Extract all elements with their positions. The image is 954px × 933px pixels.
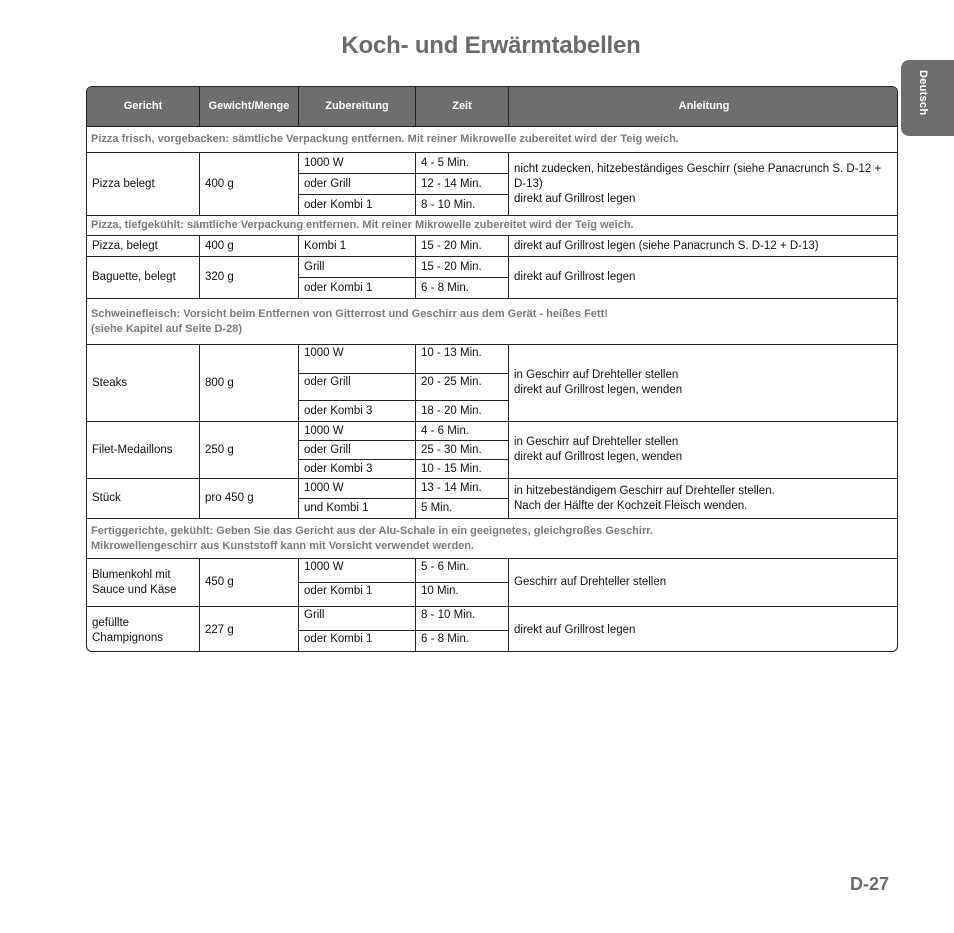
method-cell: oder Grill [299,441,416,460]
time-cell: 4 - 5 Min. [416,153,509,174]
time-cell: 13 - 14 Min. [416,479,509,499]
weight-cell: 800 g [200,345,299,422]
dish-cell: Filet-Medaillons [87,422,200,479]
weight-cell: 250 g [200,422,299,479]
dish-cell: Baguette, belegt [87,257,200,299]
method-cell: oder Kombi 1 [299,195,416,216]
method-cell: oder Kombi 3 [299,401,416,422]
instruction-cell: direkt auf Grillrost legen [509,607,899,653]
dish-cell: Pizza, belegt [87,236,200,257]
time-cell: 12 - 14 Min. [416,174,509,195]
dish-cell: Pizza belegt [87,153,200,216]
column-header: Gericht [87,87,200,127]
time-cell: 5 - 6 Min. [416,559,509,583]
time-cell: 5 Min. [416,499,509,519]
table-row [87,345,899,374]
table-header-row [87,87,899,127]
time-cell: 15 - 20 Min. [416,236,509,257]
method-cell: oder Grill [299,174,416,195]
dish-cell: gefüllte Champignons [87,607,200,653]
weight-cell: 400 g [200,236,299,257]
instruction-cell: in Geschirr auf Drehteller stellen direkt auf Grillrost legen, wenden [509,345,899,422]
section-heading: Schweinefleisch: Vorsicht beim Entfernen von Gitterrost und Geschirr aus dem Gerät - heißes Fett! (siehe Kapitel auf Seite D-28) [87,299,899,345]
page-number: D-27 [850,874,890,894]
dish-cell: Blumenkohl mit Sauce und Käse [87,559,200,607]
instruction-cell: direkt auf Grillrost legen (siehe Panacrunch S. D-12 + D-13) [509,236,899,257]
dish-cell: Steaks [87,345,200,422]
time-cell: 20 - 25 Min. [416,374,509,401]
column-header: Anleitung [509,87,899,127]
weight-cell: pro 450 g [200,479,299,519]
time-cell: 18 - 20 Min. [416,401,509,422]
instruction-cell: Geschirr auf Drehteller stellen [509,559,899,607]
time-cell: 10 - 13 Min. [416,345,509,374]
table-row [87,479,899,499]
method-cell: oder Kombi 1 [299,631,416,653]
time-cell: 6 - 8 Min. [416,278,509,299]
table-row [87,257,899,278]
table-row [87,153,899,174]
language-tab [901,60,954,136]
time-cell: 10 - 15 Min. [416,460,509,479]
method-cell: 1000 W [299,153,416,174]
method-cell: Grill [299,607,416,631]
method-cell: 1000 W [299,422,416,441]
weight-cell: 227 g [200,607,299,653]
method-cell: 1000 W [299,479,416,499]
method-cell: oder Grill [299,374,416,401]
method-cell: Grill [299,257,416,278]
table-row [87,559,899,583]
time-cell: 8 - 10 Min. [416,607,509,631]
instruction-cell: in hitzebeständigem Geschirr auf Drehteller stellen. Nach der Hälfte der Kochzeit Fleisch wenden. [509,479,899,519]
method-cell: oder Kombi 3 [299,460,416,479]
language-tab-label: Deutsch [917,70,929,116]
method-cell: und Kombi 1 [299,499,416,519]
section-heading: Pizza frisch, vorgebacken: sämtliche Verpackung entfernen. Mit reiner Mikrowelle zubereitet wird der Teig weich. [87,127,899,153]
time-cell: 10 Min. [416,583,509,607]
page-title: Koch- und Erwärmtabellen [341,32,641,59]
time-cell: 15 - 20 Min. [416,257,509,278]
method-cell: 1000 W [299,345,416,374]
section-heading: Fertiggerichte, gekühlt: Geben Sie das Gericht aus der Alu-Schale in ein geeignetes, gleichgroßes Geschirr. Mikrowellengeschirr aus Kunststoff kann mit Vorsicht verwendet werden. [87,519,899,559]
time-cell: 6 - 8 Min. [416,631,509,653]
time-cell: 4 - 6 Min. [416,422,509,441]
table-row [87,607,899,631]
section-heading-row [87,519,899,559]
weight-cell: 400 g [200,153,299,216]
time-cell: 25 - 30 Min. [416,441,509,460]
instruction-cell: direkt auf Grillrost legen [509,257,899,299]
method-cell: 1000 W [299,559,416,583]
instruction-cell: in Geschirr auf Drehteller stellen direkt auf Grillrost legen, wenden [509,422,899,479]
section-heading-row [87,299,899,345]
table-row [87,236,899,257]
weight-cell: 320 g [200,257,299,299]
method-cell: oder Kombi 1 [299,278,416,299]
method-cell: Kombi 1 [299,236,416,257]
table-row [87,422,899,441]
weight-cell: 450 g [200,559,299,607]
dish-cell: Stück [87,479,200,519]
column-header: Gewicht/Menge [200,87,299,127]
time-cell: 8 - 10 Min. [416,195,509,216]
section-heading: Pizza, tiefgekühlt: sämtliche Verpackung entfernen. Mit reiner Mikrowelle zubereitet wird der Teig weich. [87,216,899,236]
instruction-cell: nicht zudecken, hitzebeständiges Geschirr (siehe Panacrunch S. D-12 + D-13) direkt auf Grillrost legen [509,153,899,216]
section-heading-row [87,127,899,153]
section-heading-row [87,216,899,236]
column-header: Zubereitung [299,87,416,127]
column-header: Zeit [416,87,509,127]
method-cell: oder Kombi 1 [299,583,416,607]
cooking-table [86,86,898,652]
